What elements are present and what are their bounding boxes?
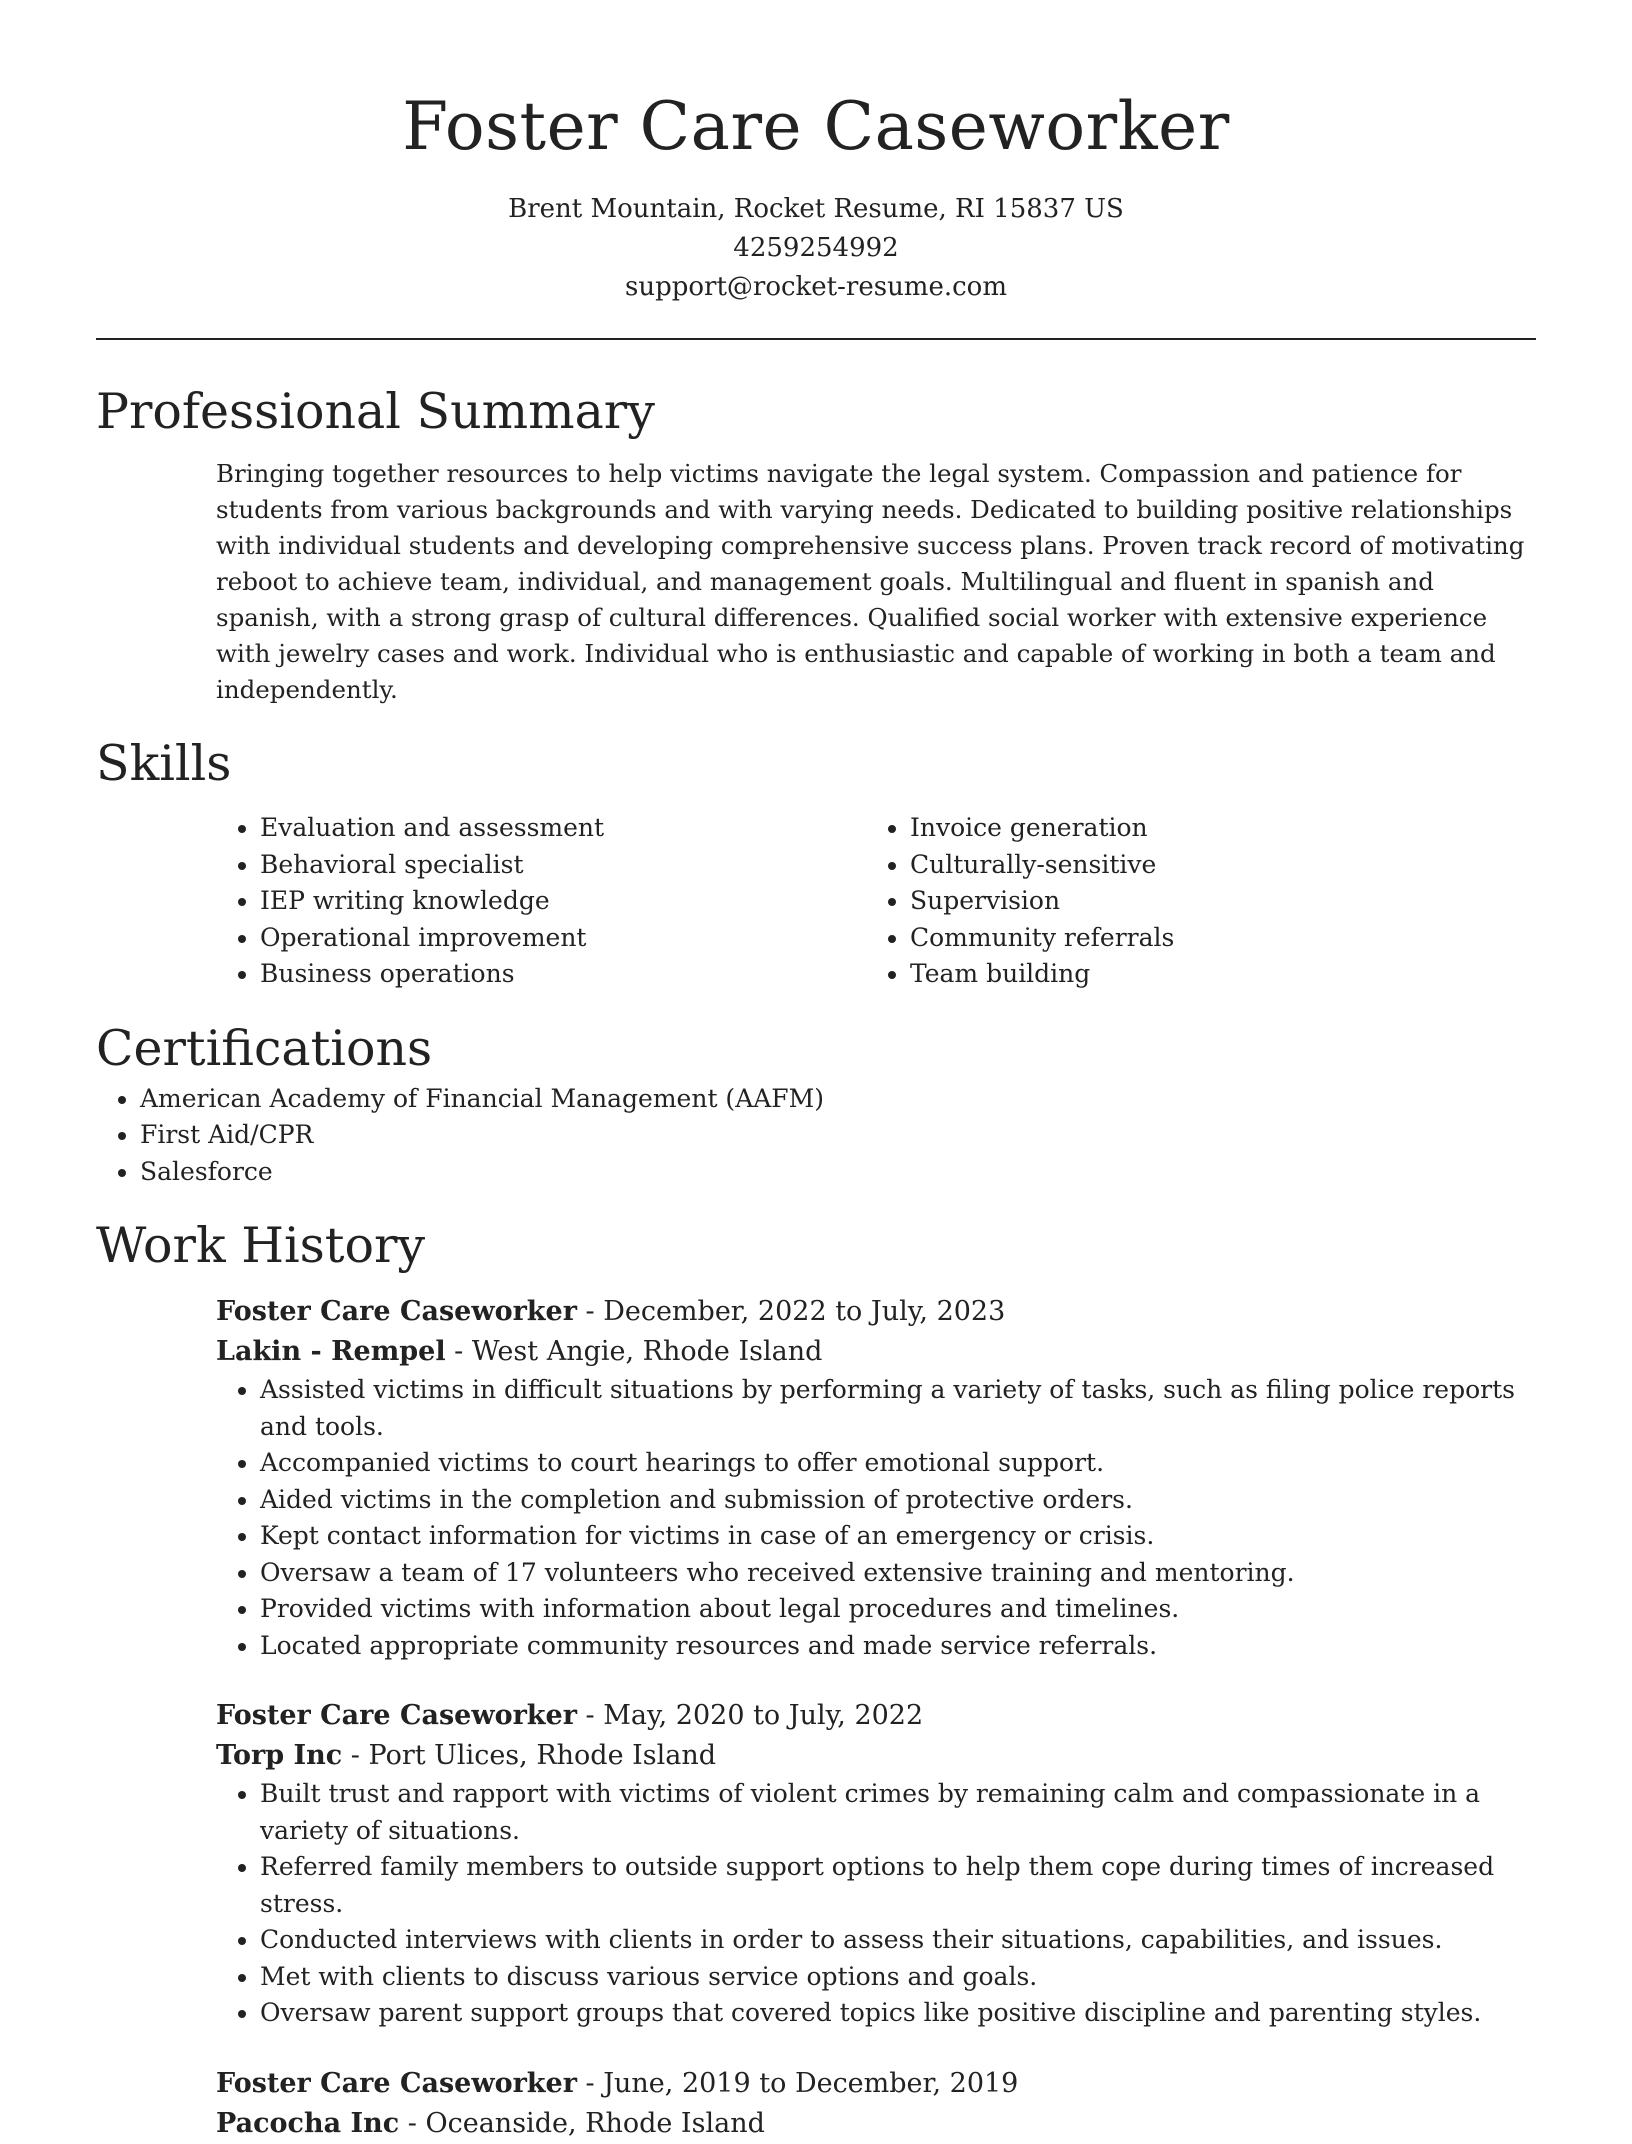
job-duty: • Oversaw a team of 17 volunteers who received extensive training and mentoring. (260, 1555, 1536, 1592)
job-duties-list (216, 1776, 1536, 2032)
skills-section (96, 732, 1536, 993)
job-duties-list (216, 1372, 1536, 1664)
skills-column-right (866, 810, 1516, 993)
skill-item: • Operational improvement (260, 920, 866, 957)
summary-text: Bringing together resources to help victims navigate the legal system. Compassion and patience for students from various backgrounds and with varying needs. Dedicated to building positive relationships with individual students and developing comprehensive success plans. Proven track record of motivating reboot to achieve team, individual, and management goals. Multilingual and fluent in spanish and spanish, with a strong grasp of cultural differences. Qualified social worker with extensive experience with jewelry cases and work. Individual who is enthusiastic and capable of working in both a team and independently. (216, 459, 1525, 704)
job-duty: • Aided victims in the completion and submission of protective orders. (260, 1482, 1536, 1519)
job-title-line (216, 1292, 1536, 1332)
job-duty: • Kept contact information for victims in case of an emergency or crisis. (260, 1518, 1536, 1555)
job-duty: • Accompanied victims to court hearings to offer emotional support. (260, 1445, 1536, 1482)
certification-item: • American Academy of Financial Management (AAFM) (140, 1081, 1536, 1118)
work-history-section (96, 1214, 1536, 2144)
job-title: Foster Care Caseworker (216, 1700, 577, 1731)
skills-column-left (216, 810, 866, 993)
job-entry (216, 1292, 1536, 1664)
skill-item: • Culturally-sensitive (910, 847, 1516, 884)
job-company: Torp Inc (216, 1740, 343, 1771)
certification-item: • Salesforce (140, 1154, 1536, 1191)
skill-item: • Team building (910, 956, 1516, 993)
job-title-line (216, 2064, 1536, 2104)
job-duty: • Referred family members to outside support options to help them cope during times of increased stress. (260, 1849, 1536, 1922)
skills-heading: Skills (96, 735, 232, 792)
summary-section (96, 380, 1536, 708)
job-company: Pacocha Inc (216, 2107, 400, 2139)
contact-address: Brent Mountain, Rocket Resume, RI 15837 US (508, 194, 1124, 224)
job-duty: • Conducted interviews with clients in order to assess their situations, capabilities, and issues. (260, 1922, 1536, 1959)
job-title-line (216, 1696, 1536, 1736)
job-entry (216, 1696, 1536, 2032)
job-company: Lakin - Rempel (216, 1336, 446, 1367)
skill-item: • Evaluation and assessment (260, 810, 866, 847)
skills-grid (216, 810, 1536, 993)
header-divider (96, 338, 1536, 340)
skills-list-left (216, 810, 866, 993)
certifications-section (96, 1017, 1536, 1191)
skill-item: • Supervision (910, 883, 1516, 920)
summary-heading: Professional Summary (96, 383, 655, 440)
job-title: Foster Care Caseworker (216, 2067, 577, 2099)
skill-item: • Behavioral specialist (260, 847, 866, 884)
certifications-heading: Certifications (96, 1019, 433, 1077)
skill-item: • Business operations (260, 956, 866, 993)
skill-item: • Community referrals (910, 920, 1516, 957)
job-location: - West Angie, Rhode Island (445, 1336, 823, 1367)
candidate-name: Foster Care Caseworker (402, 88, 1230, 165)
job-company-line (216, 1332, 1536, 1372)
skill-item: • IEP writing knowledge (260, 883, 866, 920)
job-company-line (216, 1736, 1536, 1776)
job-duty: • Oversaw parent support groups that covered topics like positive discipline and parenting styles. (260, 1995, 1536, 2032)
certifications-list (96, 1081, 1536, 1191)
job-duty: • Located appropriate community resources and made service referrals. (260, 1628, 1536, 1665)
contact-email: support@rocket-resume.com (624, 272, 1007, 302)
job-location: - Port Ulices, Rhode Island (342, 1740, 717, 1771)
job-duty: • Provided victims with information about legal procedures and timelines. (260, 1591, 1536, 1628)
job-title: Foster Care Caseworker (216, 1296, 577, 1327)
certification-item: • First Aid/CPR (140, 1117, 1536, 1154)
job-duty: • Assisted victims in difficult situations by performing a variety of tasks, such as filing police reports and tools. (260, 1372, 1536, 1445)
job-entry (216, 2064, 1536, 2144)
job-company-line (216, 2104, 1536, 2144)
job-dates: - June, 2019 to December, 2019 (576, 2067, 1019, 2099)
job-duty: • Met with clients to discuss various service options and goals. (260, 1959, 1536, 1996)
job-dates: - December, 2022 to July, 2023 (576, 1296, 1006, 1327)
contact-phone: 4259254992 (733, 233, 899, 263)
work-history-heading: Work History (96, 1217, 426, 1274)
skills-list-right (866, 810, 1516, 993)
job-location: - Oceanside, Rhode Island (399, 2107, 765, 2139)
job-dates: - May, 2020 to July, 2022 (576, 1700, 924, 1731)
resume-header (96, 0, 1536, 307)
job-duty: • Built trust and rapport with victims of violent crimes by remaining calm and compassionate in a variety of situations. (260, 1776, 1536, 1849)
skill-item: • Invoice generation (910, 810, 1516, 847)
contact-info (96, 190, 1536, 307)
